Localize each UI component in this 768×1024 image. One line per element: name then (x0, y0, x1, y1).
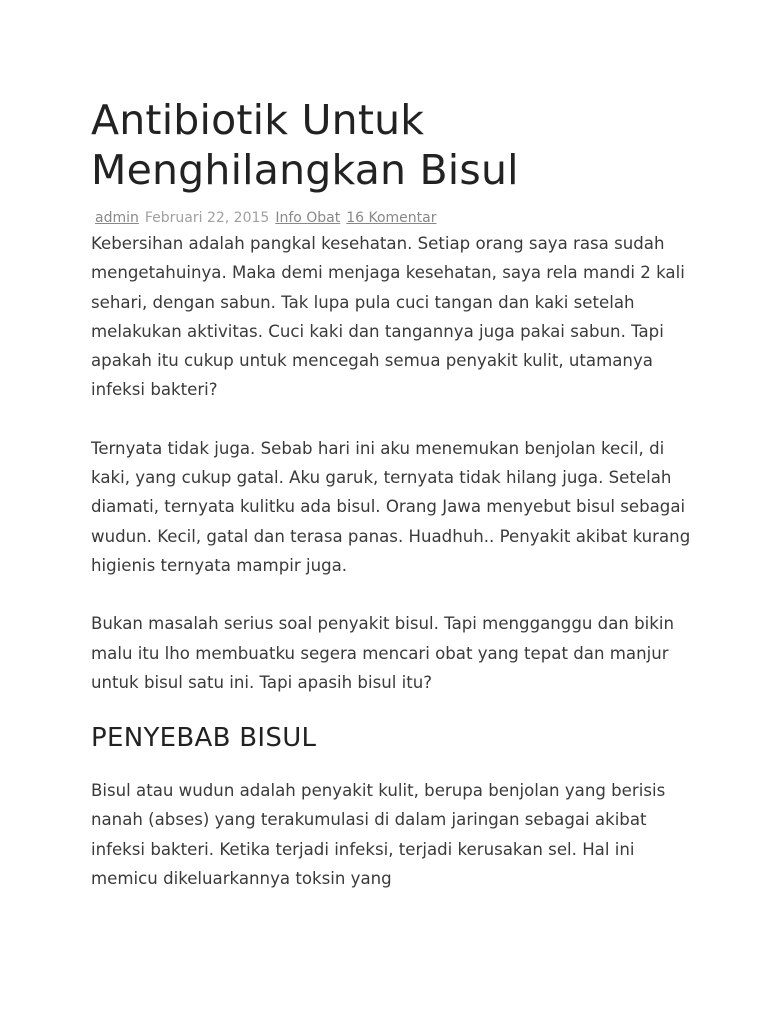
section-paragraph: Bisul atau wudun adalah penyakit kulit, berupa benjolan yang berisis nanah (abses) yang terakumulasi di dalam jaringan sebagai akibat infeksi bakteri. Ketika terjadi infeksi, terjadi kerusakan sel. Hal ini memicu dikeluarkannya toksin yang (91, 781, 666, 889)
article-paragraph: Ternyata tidak juga. Sebab hari ini aku menemukan benjolan kecil, di kaki, yang cukup gatal. Aku garuk, ternyata tidak hilang juga. Setelah diamati, ternyata kulitku ada bisul. Orang Jawa menyebut bisul sebagai wudun. Kecil, gatal dan terasa panas. Huadhuh.. Penyakit akibat kurang higienis ternyata mampir juga. (91, 438, 691, 575)
article-paragraph: Kebersihan adalah pangkal kesehatan. Setiap orang saya rasa sudah mengetahuinya. Maka demi menjaga kesehatan, saya rela mandi 2 kali sehari, dengan sabun. Tak lupa pula cuci tangan dan kaki setelah melakukan aktivitas. Cuci kaki dan tangannya juga pakai sabun. Tapi apakah itu cukup untuk mencegah semua penyakit kulit, utamanya infeksi bakteri? (91, 234, 685, 400)
section-heading: PENYEBAB BISUL (91, 723, 317, 754)
article-meta (91, 209, 691, 227)
comments-link[interactable]: 16 Komentar (346, 210, 437, 226)
author-link[interactable]: admin (95, 210, 139, 226)
post-date: Februari 22, 2015 (144, 210, 270, 226)
article-title: Antibiotik Untuk Menghilangkan Bisul (91, 96, 519, 194)
category-link[interactable]: Info Obat (275, 210, 341, 226)
article (91, 95, 691, 893)
article-paragraph: Bukan masalah serius soal penyakit bisul. Tapi mengganggu dan bikin malu itu lho membuatku segera mencari obat yang tepat dan manjur untuk bisul satu ini. Tapi apasih bisul itu? (91, 614, 675, 692)
